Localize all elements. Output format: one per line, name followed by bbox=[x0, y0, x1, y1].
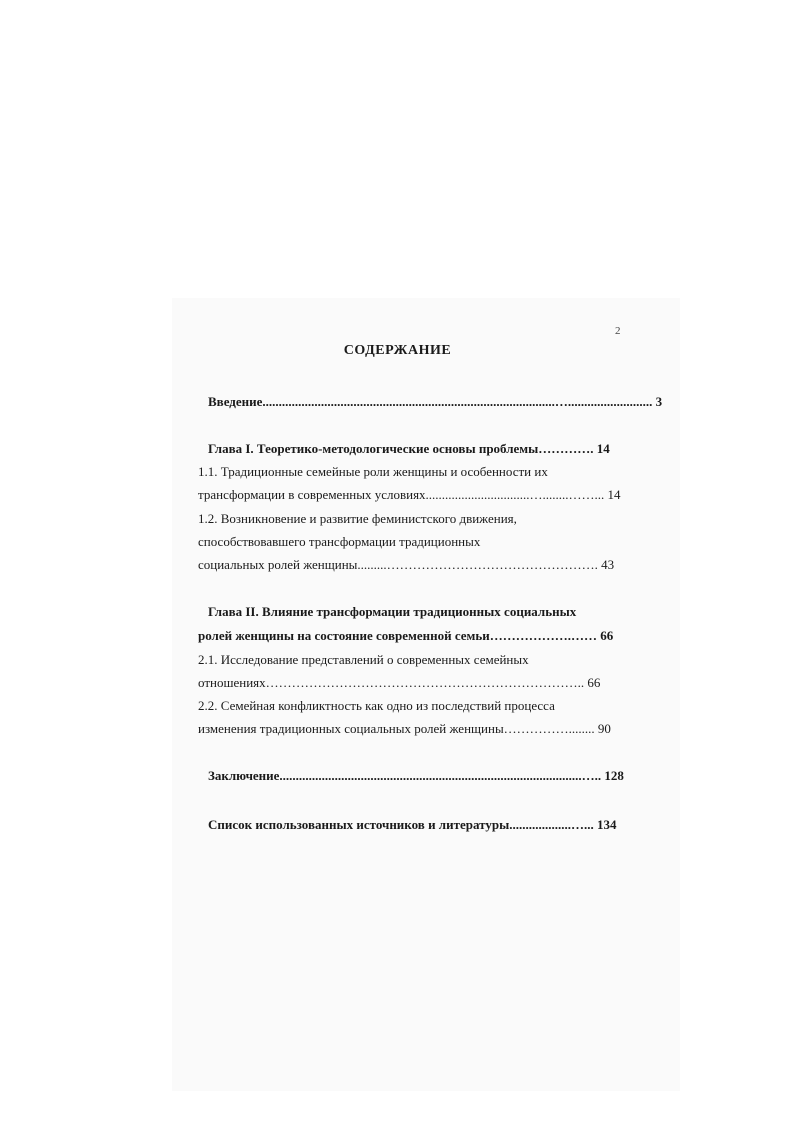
scanned-page bbox=[172, 298, 680, 1091]
toc-entry-1-2-line1: 1.2. Возникновение и развитие феминистского движения, bbox=[198, 511, 517, 526]
toc-chapter2-heading-line1: Глава II. Влияние трансформации традиционных социальных bbox=[208, 604, 577, 619]
toc-entry-conclusion: Заключение.............................................................................................….. 128 bbox=[208, 768, 624, 783]
toc-entry-2-2-line2: изменения традиционных социальных ролей женщины……………........ 90 bbox=[198, 721, 611, 736]
toc-entry-2-1-line1: 2.1. Исследование представлений о современных семейных bbox=[198, 652, 529, 667]
toc-entry-1-2-line3: социальных ролей женщины.........…………………………………………. 43 bbox=[198, 557, 615, 572]
toc-entry-2-1-line2: отношениях……………………………………………………………….. 66 bbox=[198, 675, 601, 690]
page-number: 2 bbox=[615, 325, 621, 337]
toc-entry-1-1-line2: трансформации в современных условиях................................…........……... 14 bbox=[198, 487, 621, 502]
toc-chapter1-heading: Глава I. Теоретико-методологические основы проблемы…………. 14 bbox=[208, 441, 610, 456]
toc-entry-bibliography: Список использованных источников и литературы...................…... 134 bbox=[208, 817, 617, 832]
toc-title: СОДЕРЖАНИЕ bbox=[343, 343, 452, 358]
toc-entry-intro: Введение..........................................................................................….......................... 3 bbox=[208, 394, 663, 409]
toc-chapter2-heading-line2: ролей женщины на состояние современной семьи……………….…… 66 bbox=[198, 628, 614, 643]
toc-entry-2-2-line1: 2.2. Семейная конфликтность как одно из последствий процесса bbox=[198, 698, 555, 713]
toc-entry-1-1-line1: 1.1. Традиционные семейные роли женщины и особенности их bbox=[198, 464, 548, 479]
toc-entry-1-2-line2: способствовавшего трансформации традиционных bbox=[198, 534, 481, 549]
